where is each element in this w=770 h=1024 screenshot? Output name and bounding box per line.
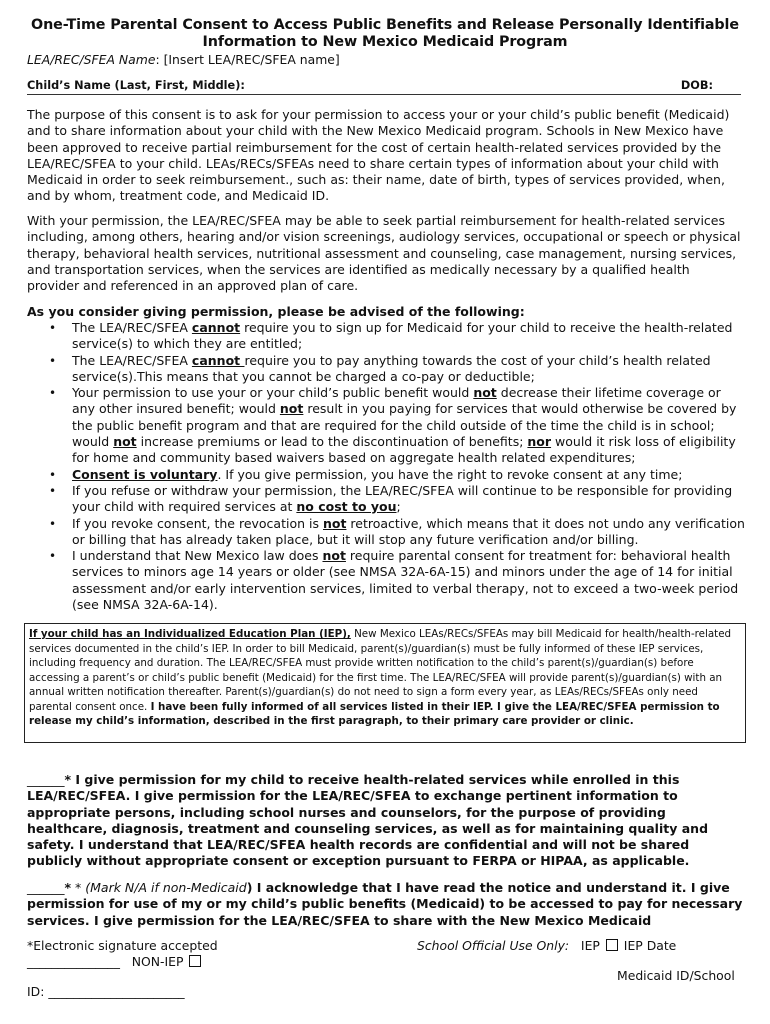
- iep-notice-box: [24, 623, 746, 743]
- bullet-text: I understand that New Mexico law does: [72, 548, 323, 564]
- list-item: [0, 548, 745, 613]
- bullet-text: require parental consent for treatment for: behavioral health services to minors age 14 years or older (see NMSA 32A-6A-15) and minors under the age of 14 for initial assessment and/or early intervention services, limited to verbal therapy, not to exceed a two-week period (see NMSA 32A-6A-14).: [72, 548, 739, 613]
- list-item: [0, 353, 745, 386]
- bullet-text: result in you paying for services that would otherwise be covered by the public benefit program and that are required for the child outside of the time the child is in school; would: [72, 401, 737, 450]
- advise-heading: As you consider giving permission, please be advised of the following:: [27, 304, 525, 319]
- bullet-text: increase premiums or lead to the discontinuation of benefits;: [136, 434, 528, 450]
- school-official-line: [417, 938, 676, 954]
- bullet-text: would it risk loss of eligibility for home and community based waivers based on aggregate health related expenditures;: [72, 434, 736, 466]
- dob-label: DOB:: [680, 79, 713, 92]
- initials-field-2[interactable]: ______: [27, 880, 65, 895]
- bullet-icon: •: [49, 386, 57, 401]
- non-iep-checkbox[interactable]: [189, 955, 201, 967]
- official-label: School Official Use Only:: [417, 938, 570, 953]
- non-iep-line: [27, 954, 203, 970]
- bullet-text: If you refuse or withdraw your permission, the LEA/REC/SFEA will continue to be responsible for providing your child with required services at: [72, 482, 733, 515]
- non-iep-blank[interactable]: _______________: [27, 954, 120, 969]
- bullet-text: . If you give permission, you have the right to revoke consent at any time;: [217, 466, 683, 482]
- lea-name-value[interactable]: : [Insert LEA/REC/SFEA name]: [155, 52, 340, 67]
- medicaid-id-label: Medicaid ID/School: [617, 968, 735, 983]
- iep-body: New Mexico LEAs/RECs/SFEAs may bill Medicaid for health/health-related services documented in the child’s IEP. In order to bill Medicaid, parent(s)/guardian(s) must be fully informed of these IEP services, including frequency and duration. The LEA/REC/SFEA must provide written notification to the child’s parent(s)/guardian(s) before accessing a parent’s or child’s public benefit (Medicaid) for the first time. The LEA/REC/SFEA will provide parent(s)/guardian(s) with an annual written notification thereafter. Parent(s)/guardian(s) do not need to sign a form every year, as LEAs/RECs/SFEAs only need parental consent once.: [29, 628, 732, 713]
- bullet-text: The LEA/REC/SFEA: [72, 352, 192, 368]
- perm-text: * I give permission for my child to receive health-related services while enrolled in this LEA/REC/SFEA: [27, 772, 680, 804]
- bullet-text: Your permission to use your or your child’s public benefit would: [72, 385, 474, 401]
- perm-text: ) I acknowledge that I have read the notice and understand it. I give permission for use of my or my child’s public benefits (Medicaid) to be accessed to pay for necessary services. I give permission for the LEA/REC/SFEA to share with the New Mexico Medicaid: [27, 880, 743, 928]
- emphasis: not: [322, 548, 346, 564]
- initials-field-1[interactable]: ______: [27, 772, 65, 787]
- child-info-row: [27, 78, 741, 95]
- list-item: [0, 467, 745, 483]
- iep-checkbox[interactable]: [606, 939, 618, 951]
- title-line-2: Information to New Mexico Medicaid Program: [202, 34, 568, 50]
- iep-closing: I have been fully informed of all services listed in their IEP. I give the LEA/REC/SFEA permission to release my child’s information, described in the first paragraph, to their primary care provider or clinic.: [29, 700, 720, 727]
- bullet-icon: •: [49, 353, 57, 368]
- document-title: [24, 17, 746, 51]
- child-name-label: Child’s Name (Last, First, Middle):: [27, 79, 245, 92]
- perm-note: * (Mark N/A if non-Medicaid: [75, 880, 247, 895]
- bullet-icon: •: [49, 549, 57, 564]
- services-permission: [27, 772, 743, 870]
- bullet-text: The LEA/REC/SFEA: [72, 320, 192, 335]
- perm-text: LEA/REC/SFEA: [206, 837, 306, 853]
- iep-date-label: IEP Date: [623, 938, 677, 953]
- emphasis: cannot: [191, 320, 241, 335]
- bullet-text: decrease their lifetime coverage or any other insured benefit; would: [72, 385, 721, 417]
- esig-note: *Electronic signature accepted: [27, 938, 218, 953]
- list-item: [0, 385, 745, 466]
- perm-text: health records are confidential and will not be shared publicly without appropriate consent or exception pursuant to FERPA or HIPAA, as applicable.: [27, 837, 690, 869]
- id-line: [27, 984, 185, 1000]
- emphasis: Consent is voluntary: [72, 466, 218, 482]
- id-label: ID:: [27, 984, 49, 999]
- emphasis: not: [279, 401, 304, 417]
- list-item: [0, 483, 745, 516]
- purpose-paragraph: The purpose of this consent is to ask for your permission to access your or your child’s public benefit (Medicaid) and to share information about your child with the New Mexico Medicaid program. Schools in New Mexico have been approved to receive partial reimbursement for the cost of certain health-related services provided by the LEA/REC/SFEA to your child. LEAs/RECs/SFEAs need to share certain types of information about your child with Medicaid in order to seek reimbursement., such as: their name, date of birth, types of services provided, when, and by whom, treatment code, and Medicaid ID.: [27, 107, 730, 204]
- perm-text: . I give permission for the LEA/REC/SFEA to exchange pertinent information to appropriate persons, including school nurses and counselors, for the purpose of providing healthcare, diagnosis, treatment and counseling services, as well as for maintaining quality and safety. I understand that: [27, 788, 709, 853]
- id-field[interactable]: ______________________: [48, 984, 185, 999]
- emphasis: not: [322, 515, 347, 531]
- list-item: [0, 516, 745, 549]
- lea-name-line: [27, 52, 340, 68]
- non-iep-label: NON-IEP: [131, 954, 184, 969]
- advisory-list: [0, 320, 745, 613]
- emphasis: nor: [527, 434, 552, 450]
- reimbursement-paragraph: With your permission, the LEA/REC/SFEA may be able to seek partial reimbursement for health-related services including, among others, hearing and/or vision screenings, audiology services, occupational or speech or physical therapy, behavioral health services, nutritional assessment and counseling, case management, nursing services, and transportation services, when the services are identified as medically necessary by a qualified health provider and referenced in an approved plan of care.: [27, 213, 741, 294]
- emphasis: cannot: [191, 352, 245, 368]
- bullet-text: retroactive, which means that it does not undo any verification or billing that has already taken place, but it will stop any future verification and/or billing.: [72, 515, 745, 547]
- emphasis: not: [473, 385, 497, 401]
- bullet-icon: •: [49, 483, 57, 498]
- emphasis: not: [113, 434, 137, 450]
- bullet-icon: •: [49, 321, 57, 335]
- lea-name-label: LEA/REC/SFEA Name: [27, 52, 156, 67]
- medicaid-permission: ______* * (Mark N/A if non-Medicaid) I acknowledge that I have read the notice and understand it. I give permission for use of my or my child’s public benefits (Medicaid) to be accessed to pay for necessary services. I give permission for the LEA/REC/SFEA to share with the New Mexico Medicaid: [27, 880, 743, 928]
- bullet-text: require you to sign up for Medicaid for your child to receive the health-related service(s) to which they are entitled;: [72, 320, 733, 352]
- bullet-text: If you revoke consent, the revocation is: [72, 515, 323, 531]
- emphasis: no cost to you: [296, 499, 397, 515]
- list-item: [0, 320, 745, 353]
- iep-label: IEP: [580, 938, 600, 953]
- bullet-text: ;: [396, 499, 401, 515]
- bullet-text: require you to pay anything towards the cost of your child’s health related service(s).This means that you cannot be charged a co-pay or deductible;: [72, 352, 711, 384]
- bullet-icon: •: [49, 467, 57, 482]
- iep-lead: If your child has an Individualized Education Plan (IEP),: [29, 628, 351, 640]
- title-line-1: One-Time Parental Consent to Access Public Benefits and Release Personally Identifiable: [31, 17, 739, 33]
- bullet-icon: •: [49, 516, 57, 531]
